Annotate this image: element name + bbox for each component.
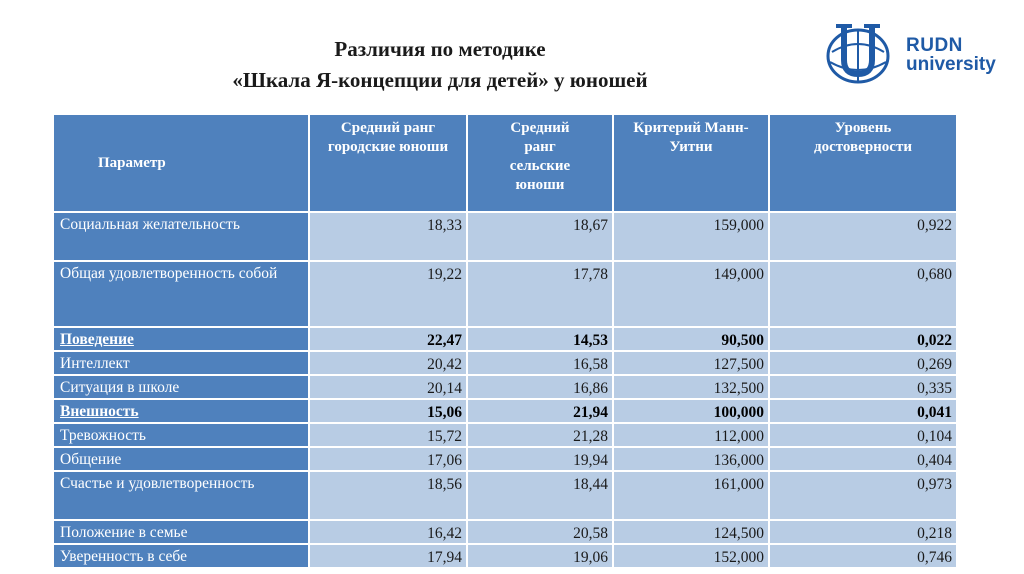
cell-col2: 16,58	[467, 351, 613, 375]
header-col3: Критерий Манн- Уитни	[613, 114, 769, 212]
title-line-2: «Шкала Я-концепции для детей» у юношей	[232, 68, 648, 92]
cell-col4: 0,335	[769, 375, 957, 399]
cell-col3: 136,000	[613, 447, 769, 471]
row-name: Поведение	[53, 327, 309, 351]
cell-col1: 15,06	[309, 399, 467, 423]
cell-col2: 14,53	[467, 327, 613, 351]
cell-col3: 161,000	[613, 471, 769, 520]
header-param: Параметр	[53, 114, 309, 212]
cell-col3: 100,000	[613, 399, 769, 423]
cell-col3: 132,500	[613, 375, 769, 399]
table-row	[53, 520, 957, 544]
cell-col2: 17,78	[467, 261, 613, 327]
cell-col2: 18,67	[467, 212, 613, 261]
cell-col4: 0,041	[769, 399, 957, 423]
cell-col2: 19,94	[467, 447, 613, 471]
cell-col1: 17,94	[309, 544, 467, 568]
cell-col2: 18,44	[467, 471, 613, 520]
table-row	[53, 471, 957, 520]
row-name: Положение в семье	[53, 520, 309, 544]
cell-col3: 152,000	[613, 544, 769, 568]
header-col2: Средний ранг сельские юноши	[467, 114, 613, 212]
cell-col3: 127,500	[613, 351, 769, 375]
table-row	[53, 399, 957, 423]
row-name: Социальная желательность	[53, 212, 309, 261]
logo-text	[906, 36, 996, 75]
row-name: Ситуация в школе	[53, 375, 309, 399]
cell-col1: 20,42	[309, 351, 467, 375]
cell-col4: 0,022	[769, 327, 957, 351]
table-row	[53, 261, 957, 327]
cell-col1: 18,33	[309, 212, 467, 261]
cell-col1: 18,56	[309, 471, 467, 520]
cell-col4: 0,104	[769, 423, 957, 447]
table-row	[53, 212, 957, 261]
title-line-1: Различия по методике	[334, 37, 546, 61]
cell-col4: 0,922	[769, 212, 957, 261]
slide-title	[190, 34, 690, 96]
cell-col1: 19,22	[309, 261, 467, 327]
row-name: Общение	[53, 447, 309, 471]
cell-col3: 159,000	[613, 212, 769, 261]
cell-col4: 0,218	[769, 520, 957, 544]
cell-col3: 124,500	[613, 520, 769, 544]
rudn-logo	[822, 22, 1022, 86]
cell-col1: 15,72	[309, 423, 467, 447]
table-row	[53, 447, 957, 471]
cell-col4: 0,746	[769, 544, 957, 568]
cell-col2: 21,94	[467, 399, 613, 423]
cell-col2: 21,28	[467, 423, 613, 447]
cell-col2: 19,06	[467, 544, 613, 568]
results-table	[52, 113, 958, 569]
table-row	[53, 375, 957, 399]
rudn-emblem-icon	[822, 22, 902, 86]
header-col4: Уровень достоверности	[769, 114, 957, 212]
cell-col1: 16,42	[309, 520, 467, 544]
table-row	[53, 423, 957, 447]
cell-col4: 0,269	[769, 351, 957, 375]
table-row	[53, 544, 957, 568]
cell-col3: 90,500	[613, 327, 769, 351]
cell-col1: 17,06	[309, 447, 467, 471]
cell-col3: 149,000	[613, 261, 769, 327]
cell-col1: 22,47	[309, 327, 467, 351]
cell-col4: 0,404	[769, 447, 957, 471]
row-name: Интеллект	[53, 351, 309, 375]
logo-line-1: RUDN	[906, 35, 963, 56]
table-header-row	[53, 114, 957, 212]
row-name: Общая удовлетворенность собой	[53, 261, 309, 327]
cell-col4: 0,973	[769, 471, 957, 520]
cell-col2: 16,86	[467, 375, 613, 399]
table-row	[53, 351, 957, 375]
row-name: Счастье и удовлетворенность	[53, 471, 309, 520]
cell-col1: 20,14	[309, 375, 467, 399]
row-name: Тревожность	[53, 423, 309, 447]
header-col1: Средний ранг городские юноши	[309, 114, 467, 212]
logo-line-2: university	[906, 54, 996, 75]
cell-col4: 0,680	[769, 261, 957, 327]
row-name: Уверенность в себе	[53, 544, 309, 568]
cell-col2: 20,58	[467, 520, 613, 544]
row-name: Внешность	[53, 399, 309, 423]
table-row	[53, 327, 957, 351]
cell-col3: 112,000	[613, 423, 769, 447]
